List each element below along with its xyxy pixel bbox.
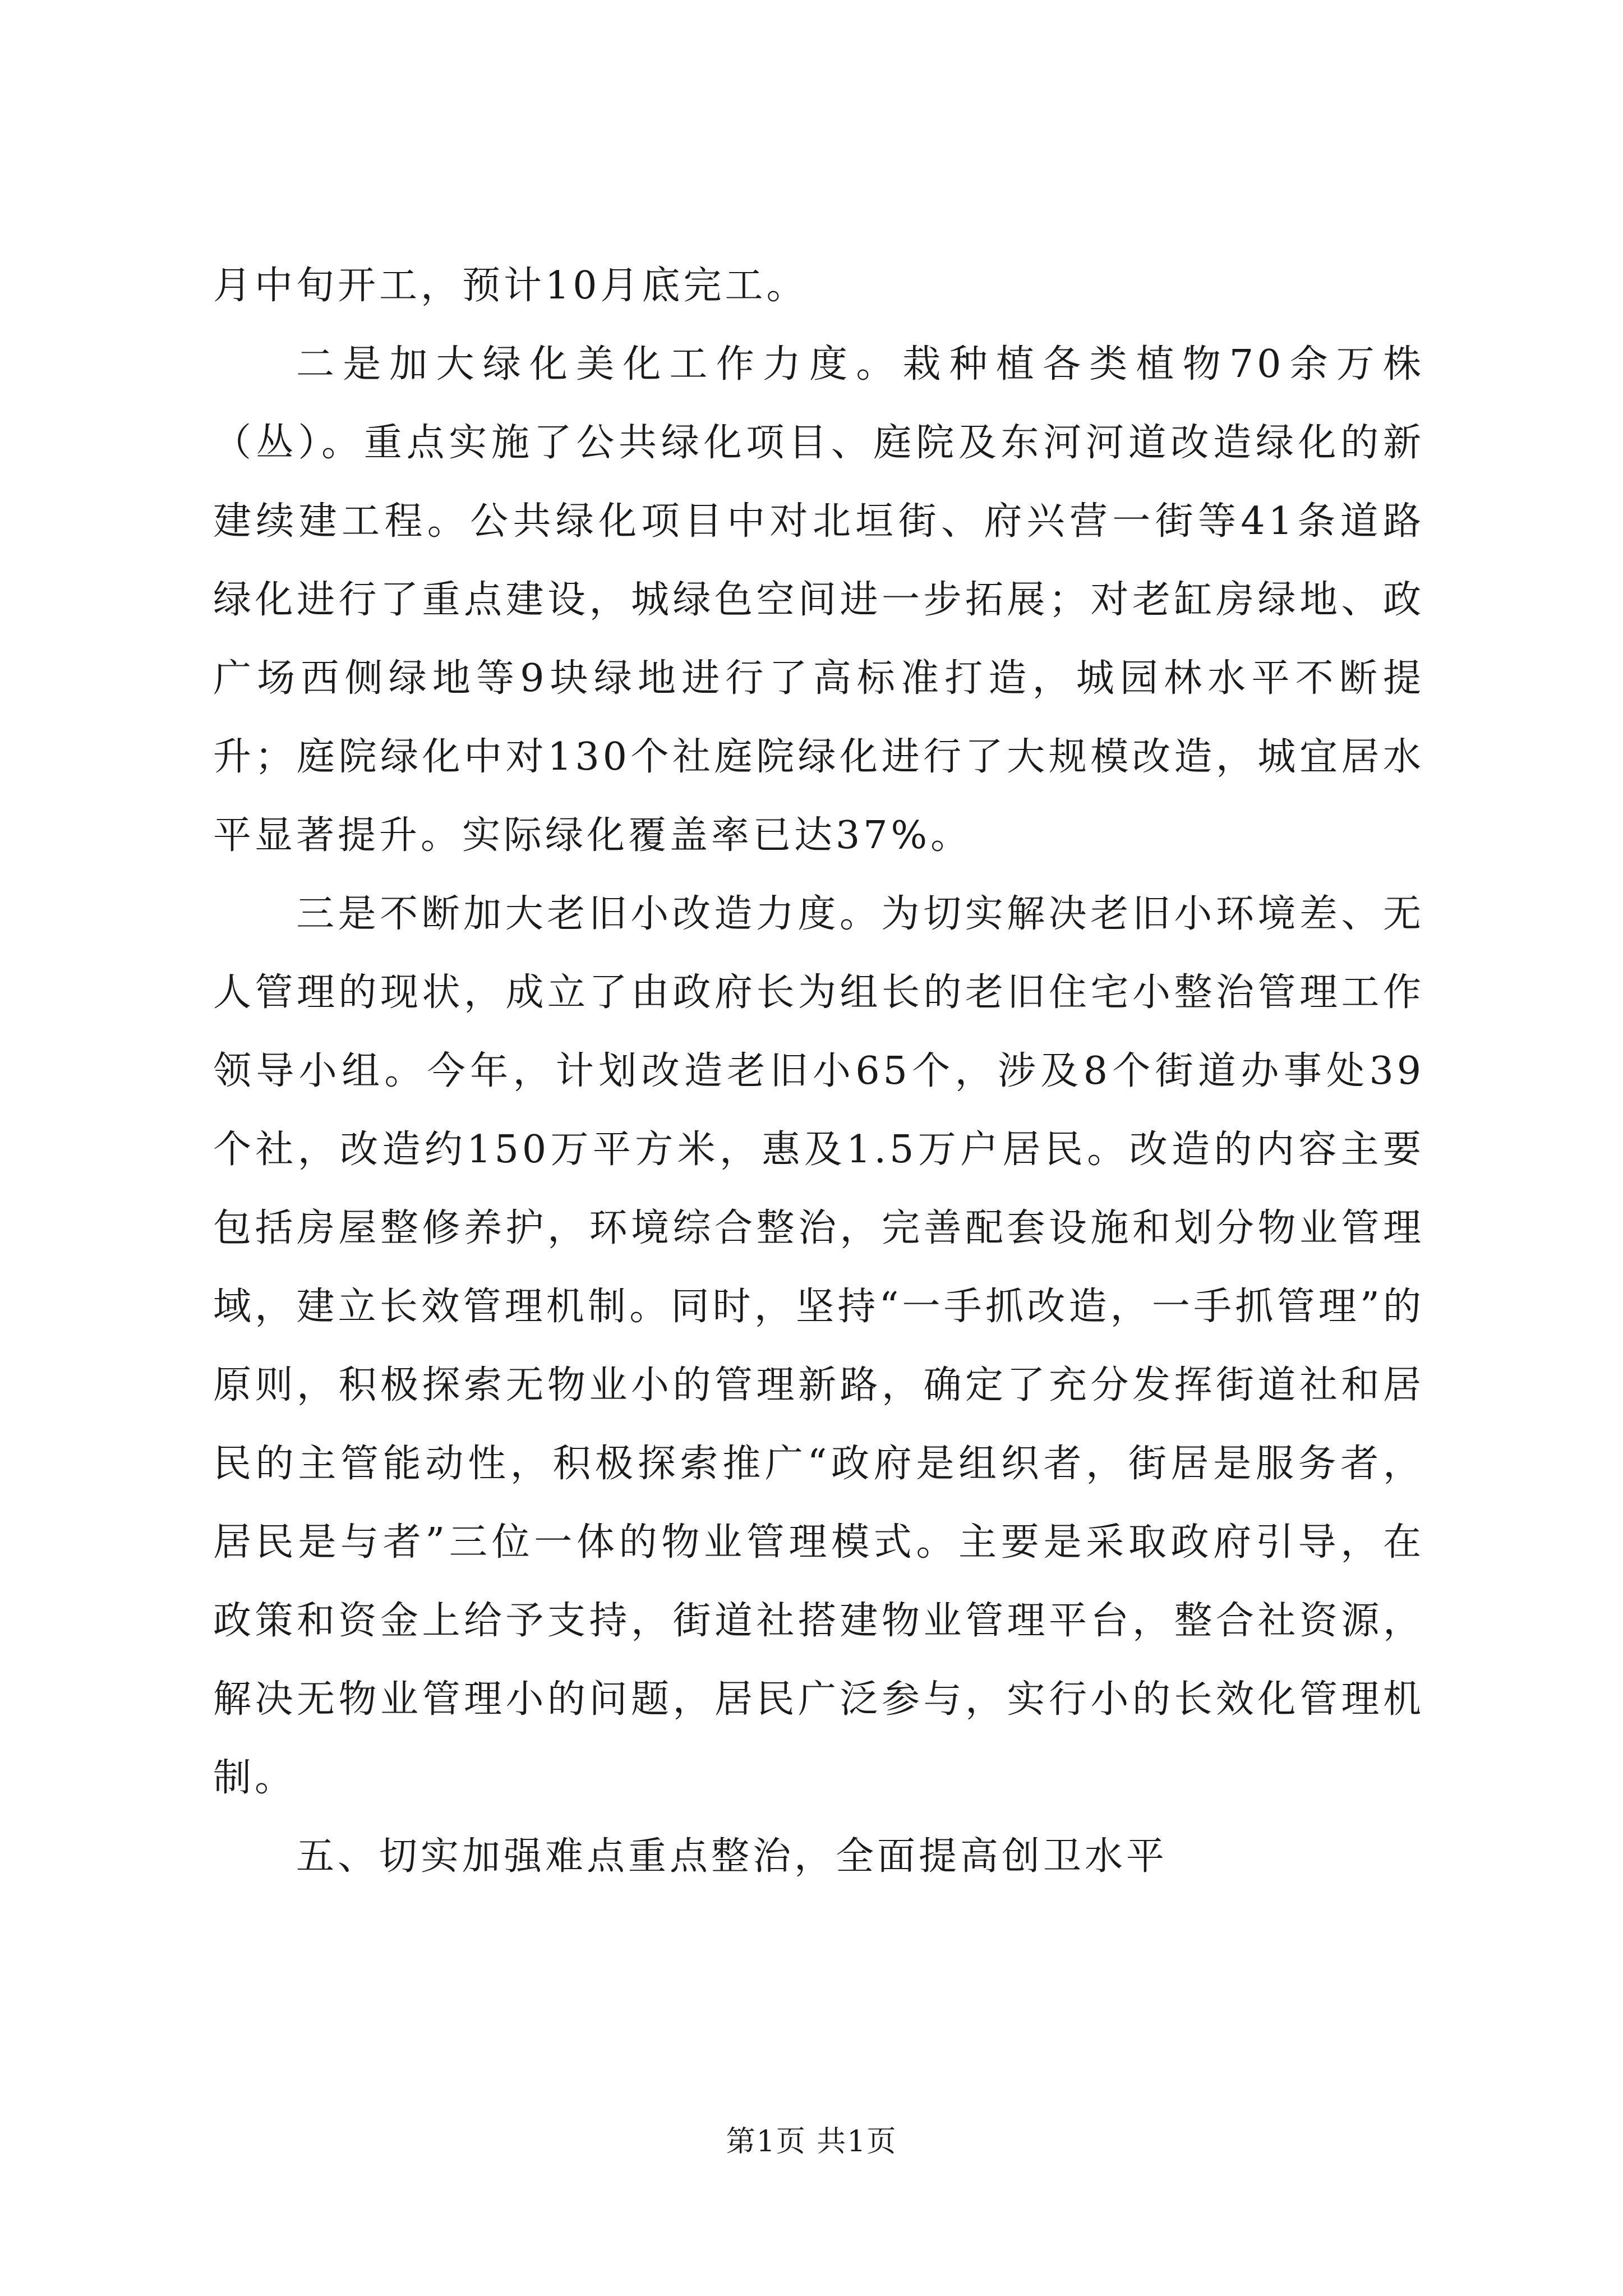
section-heading-five: 五、切实加强难点重点整治，全面提高创卫水平 bbox=[296, 1834, 1168, 1879]
page-number-footer: 第1页 共1页 bbox=[726, 2125, 897, 2159]
paragraph-greening: 二是加大绿化美化工作力度。栽种植各类植物70余万株（丛）。重点实施了公共绿化项目、庭院及东河河道改造绿化的新建续建工程。公共绿化项目中对北垣街、府兴营一街等41条道路绿化进行了重点建设，城绿色空间进一步拓展；对老缸房绿地、政广场西侧绿地等9块绿地进行了高标准打造，城园林水平不断提升；庭院绿化中对130个社庭院绿化进行了大规模改造，城宜居水平显著提升。实际绿化覆盖率已达37%。 bbox=[213, 342, 1424, 858]
paragraph-old-community-renovation: 三是不断加大老旧小改造力度。为切实解决老旧小环境差、无人管理的现状，成立了由政府长为组长的老旧住宅小整治管理工作领导小组。今年，计划改造老旧小65个，涉及8个街道办事处39个社，改造约150万平方米，惠及1.5万户居民。改造的内容主要包括房屋整修养护，环境综合整治，完善配套设施和划分物业管理域，建立长效管理机制。同时，坚持“一手抓改造，一手抓管理”的原则，积极探索无物业小的管理新路，确定了充分发挥街道社和居民的主管能动性，积极探索推广“政府是组织者，街居是服务者，居民是与者”三位一体的物业管理模式。主要是采取政府引导，在政策和资金上给予支持，街道社搭建物业管理平台，整合社资源，解决无物业管理小的问题，居民广泛参与，实行小的长效化管理机制。 bbox=[213, 892, 1425, 1800]
paragraph-continuation: 月中旬开工，预计10月底完工。 bbox=[213, 264, 808, 308]
document-body bbox=[213, 247, 1424, 1896]
